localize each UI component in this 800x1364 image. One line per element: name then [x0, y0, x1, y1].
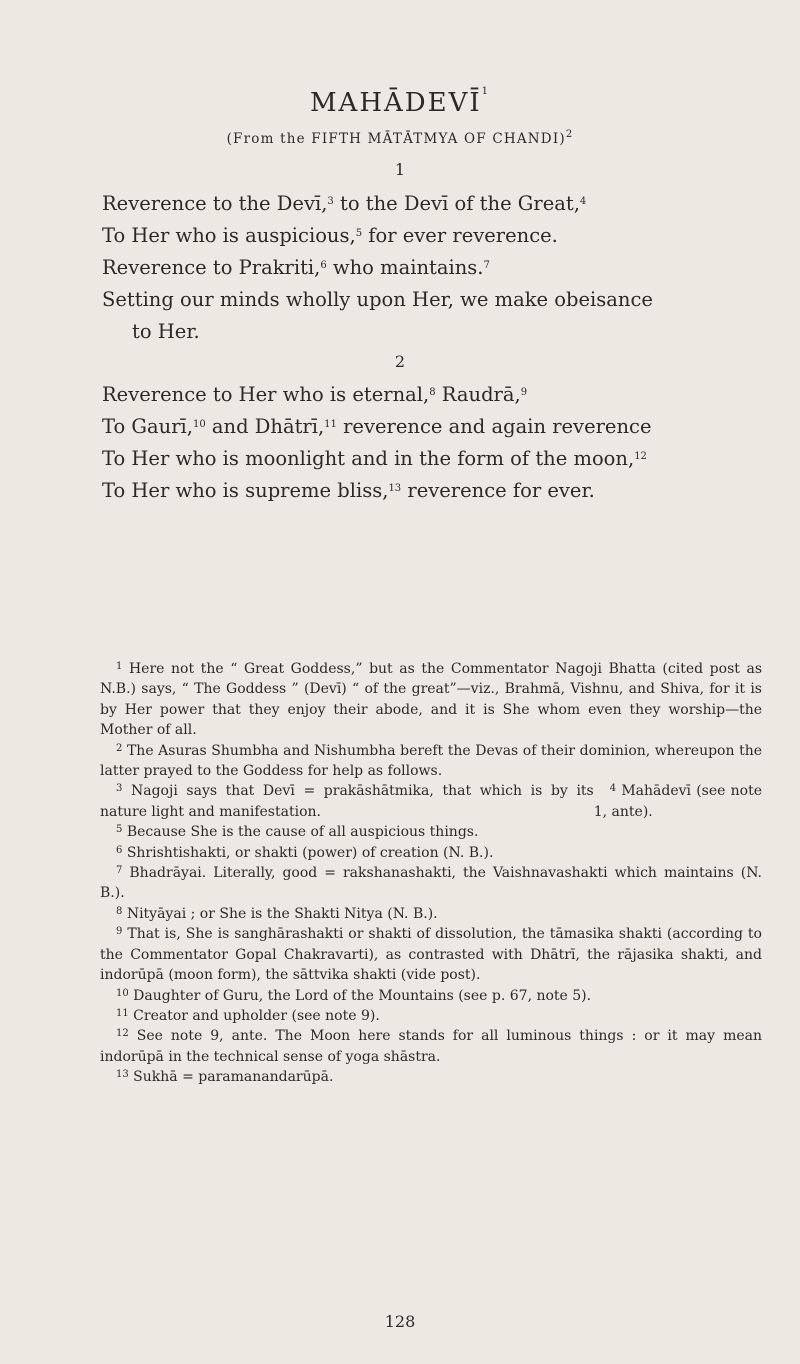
footnote-number: 5 [116, 824, 123, 836]
subtitle-text: (From the FIFTH MĀTĀTMYA OF CHANDI) [226, 131, 566, 147]
verse-line [102, 284, 762, 316]
footnote-number: 10 [116, 987, 129, 999]
footnote [100, 741, 762, 782]
footnote-ref: 11 [324, 419, 337, 430]
footnote-ref: 5 [355, 228, 363, 239]
page-subtitle [0, 131, 800, 147]
section-number-1: 1 [394, 160, 406, 179]
footnote [100, 863, 762, 904]
footnote-number: 7 [116, 865, 123, 877]
page-number: 128 [384, 1312, 416, 1331]
footnote-text: Bhadrāyai. Literally, good = rakshanashakti, the Vaishnavashakti which maintains (N. B.). [100, 865, 762, 902]
footnote [100, 924, 762, 985]
footnote-text: Shrishtishakti, or shakti (power) of creation (N. B.). [122, 844, 494, 861]
footnote [100, 1006, 762, 1026]
verse-line [102, 316, 762, 348]
footnote-ref: 10 [192, 419, 206, 430]
footnote-text: Because She is the cause of all auspicious things. [122, 824, 479, 841]
verse-text: To Her who is moonlight and in the form of the moon, [102, 447, 635, 470]
subtitle-footnote-ref: 2 [565, 129, 574, 140]
footnote-number: 8 [116, 905, 123, 917]
verse-text: to the Devī of the Great, [333, 192, 580, 215]
footnote-text: See note 9, ante. The Moon here stands for all luminous things : or it may mean indorūpā in the technical sense of yoga shāstra. [100, 1028, 762, 1065]
footnote-text: The Asuras Shumbha and Nishumbha bereft the Devas of their dominion, whereupon the latter prayed to the Goddess for help as follows. [100, 742, 762, 780]
footnote [100, 1067, 762, 1087]
verse-line [102, 379, 762, 411]
verse-text: To Her who is auspicious, [102, 224, 356, 247]
footnote-number: 1 [116, 661, 123, 672]
footnote-text: Sukhā = paramanandarūpā. [128, 1069, 334, 1086]
footnote-number: 9 [116, 926, 123, 938]
footnote [100, 822, 762, 842]
footnote-number: 3 [116, 783, 123, 795]
verse-line [102, 475, 762, 507]
section-number-2: 2 [394, 352, 406, 371]
verse-text: and Dhātrī, [205, 415, 325, 438]
footnote [100, 904, 762, 924]
verse-line [102, 252, 762, 284]
footnote-ref: 7 [483, 260, 490, 271]
verse-text: Reverence to the Devī, [102, 192, 328, 215]
footnote-number: 6 [116, 844, 123, 856]
verse-text: Reverence to Prakriti, [102, 256, 321, 279]
footnote-text: Here not the “ Great Goddess,” but as the Commentator Nagoji Bhatta (cited post as N.B.) says, “ The Goddess ” (Devī) “ of the great”—viz., Brahmā, Vishnu, and Shiva, for it is by Her power that they enjoy their abode, and it is She whom even they worship—the Mother of all. [100, 661, 762, 739]
footnote [100, 986, 762, 1006]
footnote-number: 12 [116, 1028, 129, 1040]
verse-text: To Her who is supreme bliss, [102, 479, 389, 502]
verse-section-1 [102, 188, 762, 348]
title-text: MAHĀDEVĪ [309, 88, 482, 118]
footnote-ref: 8 [429, 387, 436, 398]
verse-text: reverence and again reverence [336, 415, 652, 438]
footnote-text: Daughter of Guru, the Lord of the Mountains (see p. 67, note 5). [128, 987, 592, 1004]
footnote [100, 781, 762, 822]
footnote-ref: 12 [634, 451, 647, 462]
verse-text: to Her. [132, 320, 200, 343]
footnote-number: 2 [116, 742, 123, 754]
verse-text: To Gaurī, [102, 415, 193, 438]
footnote-ref: 3 [327, 196, 334, 207]
footnote-ref: 4 [579, 196, 587, 207]
verse-text: Raudrā, [435, 383, 521, 406]
verse-section-2 [102, 379, 762, 507]
footnote-text: Nityāyai ; or She is the Shakti Nitya (N. B.). [122, 905, 438, 922]
verse-text: reverence for ever. [401, 479, 595, 502]
footnote [100, 1026, 762, 1067]
footnote-ref: 6 [320, 260, 327, 271]
footnote-number: 4 [609, 783, 617, 795]
page-title [0, 88, 800, 118]
verse-text: Setting our minds wholly upon Her, we make obeisance [102, 288, 653, 311]
footnotes [100, 659, 762, 1088]
verse-text: who maintains. [326, 256, 484, 279]
verse-line [102, 188, 762, 220]
verse-line [102, 411, 762, 443]
footnote [100, 659, 762, 741]
verse-line [102, 220, 762, 252]
verse-text: Reverence to Her who is eternal, [102, 383, 430, 406]
footnote-text: That is, She is sanghārashakti or shakti of dissolution, the tāmasika shakti (according to the Commentator Gopal Chakravarti), as contrasted with Dhātrī, the rājasika shakti, and indorūpā (moon form), the sāttvika shakti (vide post). [100, 926, 762, 984]
footnote-ref: 9 [520, 387, 528, 398]
title-footnote-ref: 1 [481, 86, 491, 97]
footnote-number: 11 [116, 1007, 129, 1019]
verse-line [102, 443, 762, 475]
footnote-text: Creator and upholder (see note 9). [128, 1007, 380, 1024]
footnote-ref: 13 [388, 483, 402, 494]
footnote [100, 843, 762, 863]
footnote-text: Mahādevī (see note 1, ante). [593, 783, 762, 820]
verse-text: for ever reverence. [362, 224, 558, 247]
footnote-number: 13 [116, 1069, 129, 1081]
footnote-text: Nagoji says that Devī = prakāshātmika, that which is by its nature light and manifestation. [100, 783, 594, 820]
